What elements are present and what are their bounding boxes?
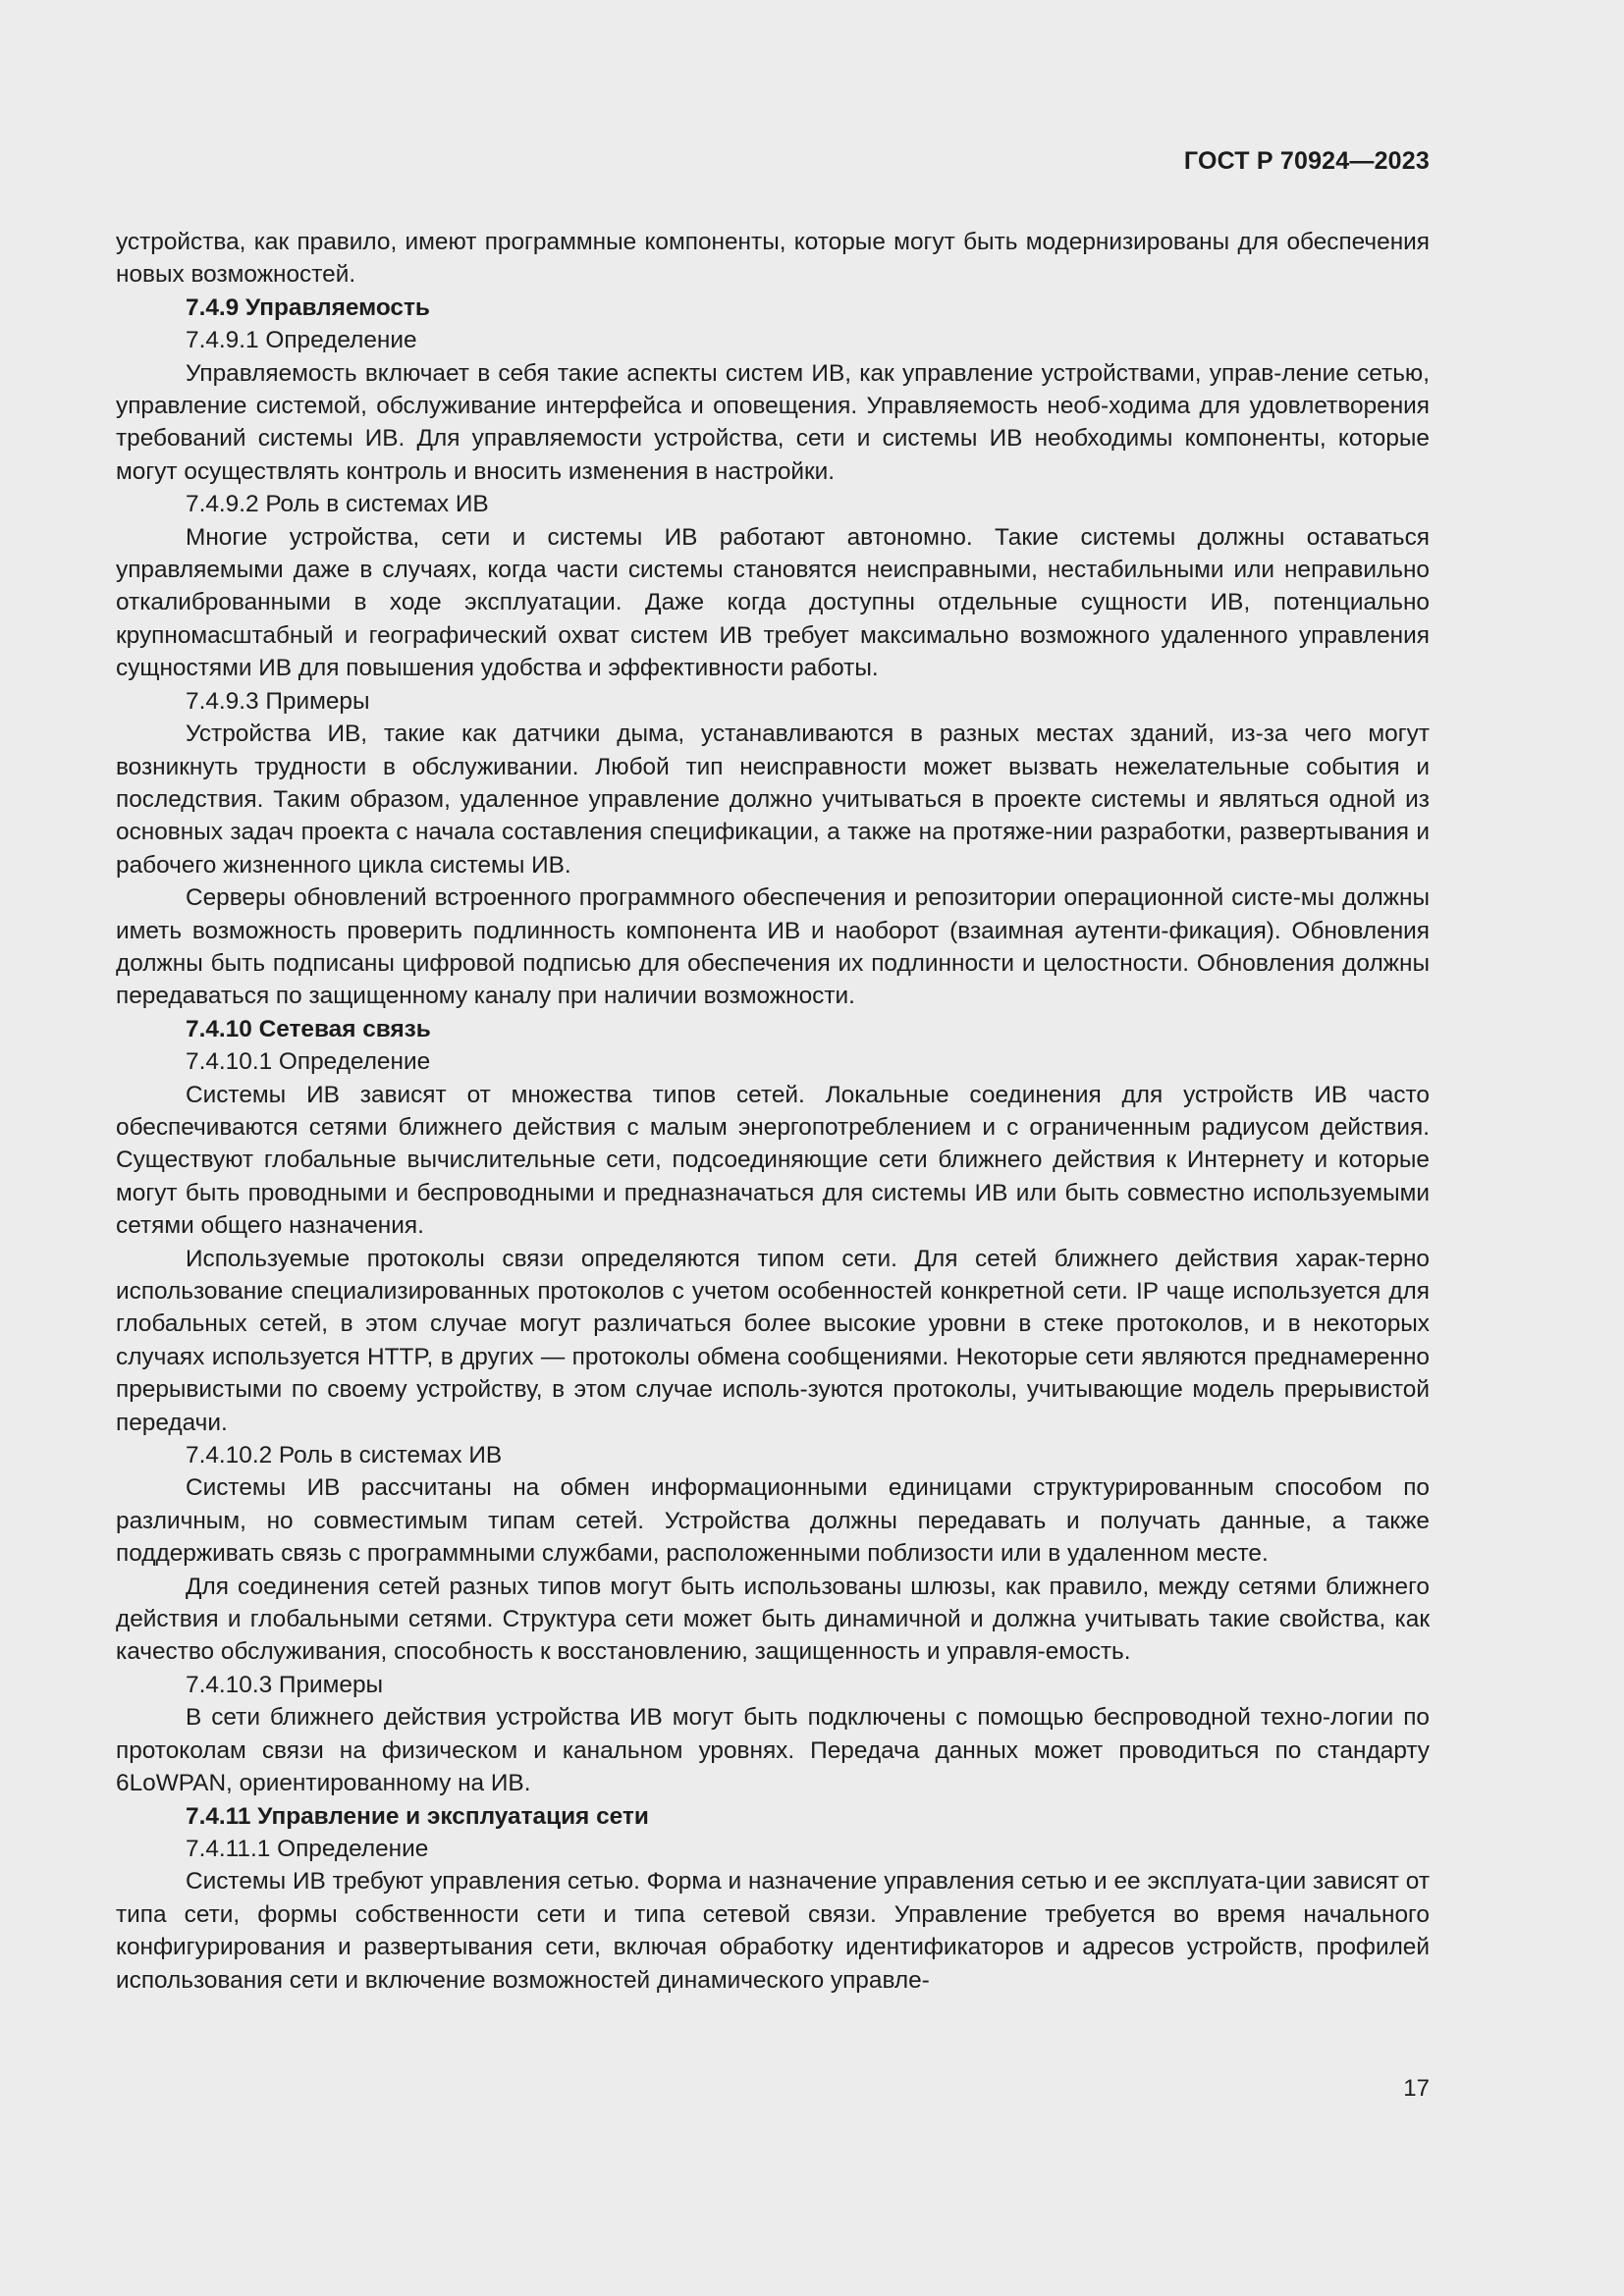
subsection-heading: 7.4.10.1 Определение: [186, 1048, 431, 1076]
subsection-heading: 7.4.11.1 Определение: [186, 1835, 429, 1862]
subsection-heading: 7.4.10.2 Роль в системах ИВ: [186, 1442, 503, 1469]
paragraph-continuation: устройства, как правило, имеют программные компоненты, которые могут быть модернизированы для обеспечения новых возможностей.: [116, 229, 1430, 289]
section-heading: 7.4.9 Управляемость: [186, 294, 430, 321]
paragraph: Системы ИВ рассчитаны на обмен информационными единицами структурированным способом по различным, но совместимым типам сетей. Устройства должны передавать и получать данные, а также поддерживать связь с программными службами, расположенными поблизости или в удаленном месте.: [116, 1474, 1430, 1568]
paragraph: В сети ближнего действия устройства ИВ могут быть подключены с помощью беспроводной техно-логии по протоколам связи на физическом и канальном уровнях. Передача данных может проводиться по стандарту 6LoWPAN, ориентированному на ИВ.: [116, 1704, 1430, 1797]
paragraph: Серверы обновлений встроенного программного обеспечения и репозитории операционной систе-мы должны иметь возможность проверить подлинность компонента ИВ и наоборот (взаимная аутенти-фикация). Обновления должны быть подписаны цифровой подписью для обеспечения их подлинности и целостности. Обновления должны передаваться по защищенному каналу при наличии возможности.: [116, 884, 1430, 1010]
document-body: [116, 226, 1430, 1997]
paragraph: Используемые протоколы связи определяются типом сети. Для сетей ближнего действия харак-терно использование специализированных протоколов с учетом особенностей конкретной сети. IP чаще используется для глобальных сетей, в этом случае могут различаться более высокие уровни в стеке протоколов, и в некоторых случаях используется HTTP, в других — протоколы обмена сообщениями. Некоторые сети являются преднамеренно прерывистыми по своему устройству, в этом случае исполь-зуются протоколы, учитывающие модель прерывистой передачи.: [116, 1245, 1430, 1436]
section-heading: 7.4.10 Сетевая связь: [186, 1015, 431, 1042]
paragraph: Многие устройства, сети и системы ИВ работают автономно. Такие системы должны оставаться управляемыми даже в случаях, когда части системы становятся неисправными, нестабильными или неправильно откалиброванными в ходе эксплуатации. Даже когда доступны отдельные сущности ИВ, потенциально крупномасштабный и географический охват систем ИВ требует максимально возможного удаленного управления сущностями ИВ для повышения удобства и эффективности работы.: [116, 523, 1430, 682]
paragraph: Для соединения сетей разных типов могут быть использованы шлюзы, как правило, между сетями ближнего действия и глобальными сетями. Структура сети может быть динамичной и должна учитывать такие свойства, как качество обслуживания, способность к восстановлению, защищенность и управля-емость.: [116, 1573, 1430, 1666]
paragraph: Устройства ИВ, такие как датчики дыма, устанавливаются в разных местах зданий, из-за чего могут возникнуть трудности в обслуживании. Любой тип неисправности может вызвать нежелательные события и последствия. Таким образом, удаленное управление должно учитываться в проекте системы и являться одной из основных задач проекта с начала составления спецификации, а также на протяже-нии разработки, развертывания и рабочего жизненного цикла системы ИВ.: [116, 721, 1430, 879]
paragraph: Системы ИВ требуют управления сетью. Форма и назначение управления сетью и ее эксплуата-ции зависят от типа сети, формы собственности сети и типа сетевой связи. Управление требуется во время начального конфигурирования и развертывания сети, включая обработку идентификаторов и адресов устройств, профилей использования сети и включение возможностей динамического управле-: [116, 1868, 1430, 1994]
paragraph: Управляемость включает в себя такие аспекты систем ИВ, как управление устройствами, управ-ление сетью, управление системой, обслуживание интерфейса и оповещения. Управляемость необ-ходима для удовлетворения требований системы ИВ. Для управляемости устройства, сети и системы ИВ необходимы компоненты, которые могут осуществлять контроль и вносить изменения в настройки.: [116, 359, 1430, 485]
paragraph: Системы ИВ зависят от множества типов сетей. Локальные соединения для устройств ИВ часто обеспечиваются сетями ближнего действия с малым энергопотреблением и с ограниченным радиусом действия. Существуют глобальные вычислительные сети, подсоединяющие сети ближнего действия к Интернету и которые могут быть проводными и беспроводными и предназначаться для системы ИВ или быть совместно используемыми сетями общего назначения.: [116, 1081, 1430, 1240]
document-code-header: ГОСТ Р 70924—2023: [1183, 147, 1430, 175]
subsection-heading: 7.4.9.2 Роль в системах ИВ: [186, 491, 489, 518]
page-number: 17: [1403, 2075, 1430, 2102]
subsection-heading: 7.4.10.3 Примеры: [186, 1671, 384, 1698]
section-heading: 7.4.11 Управление и эксплуатация сети: [186, 1802, 649, 1830]
subsection-heading: 7.4.9.1 Определение: [186, 327, 417, 354]
subsection-heading: 7.4.9.3 Примеры: [186, 687, 370, 715]
